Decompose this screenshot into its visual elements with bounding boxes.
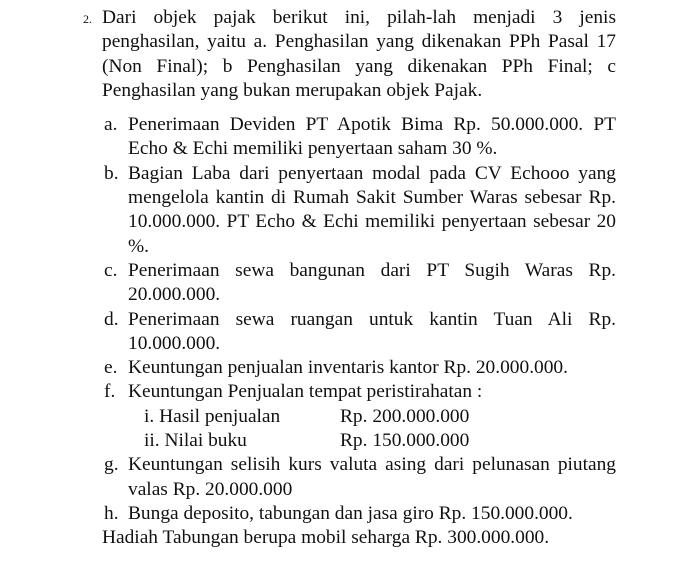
closing-line: Hadiah Tabungan berupa mobil seharga Rp. 300.000.000. [102,527,550,549]
question-number: 2. [83,12,92,26]
item-text: Penerimaan sewa bangunan dari PT Sugih Waras Rp. 20.000.000. [128,259,616,306]
item-e [102,356,616,380]
item-text: Keuntungan selisih kurs valuta asing dari pelunasan piutang valas Rp. 20.000.000 [128,454,616,500]
sub-item-nilai-buku [128,429,616,453]
item-marker: b. [104,162,119,184]
item-marker: c. [104,259,118,281]
item-h [102,502,616,526]
question-2 [83,6,616,551]
item-f [102,380,616,453]
item-text: Bagian Laba dari penyertaan modal pada CV Echooo yang mengelola kantin di Rumah Sakit Sumber Waras sebesar Rp. 10.000.000. PT Echo & Echi memiliki penyertaan sebesar 20 %. [128,162,616,257]
sub-item-value: Rp. 150.000.000 [340,430,470,452]
item-marker: f. [104,381,116,403]
item-text: Penerimaan Deviden PT Apotik Bima Rp. 50.000.000. PT Echo & Echi memiliki penyertaan saham 30 %. [128,114,616,160]
item-g [102,453,616,502]
item-text: Penerimaan sewa ruangan untuk kantin Tuan Ali Rp. 10.000.000. [128,308,616,354]
item-b [102,162,616,259]
sub-item-hasil-penjualan [128,405,616,429]
item-c [102,259,616,308]
sub-item-label: i. Hasil penjualan [144,405,281,427]
item-text: Keuntungan Penjualan tempat peristirahatan : [128,381,483,403]
sub-item-label: ii. Nilai buku [144,430,247,452]
item-list [102,113,616,526]
item-d [102,308,616,357]
item-text: Bunga deposito, tabungan dan jasa giro Rp. 150.000.000. [128,502,573,524]
item-marker: g. [104,454,119,476]
item-marker: d. [104,308,119,330]
item-a [102,113,616,162]
item-marker: e. [104,357,118,379]
item-text: Keuntungan penjualan inventaris kantor Rp. 20.000.000. [128,357,568,379]
item-marker: h. [104,502,119,524]
sub-item-value: Rp. 200.000.000 [340,405,470,427]
item-marker: a. [104,114,118,136]
question-intro: Dari objek pajak berikut ini, pilah-lah menjadi 3 jenis penghasilan, yaitu a. Penghasilan yang dikenakan PPh Pasal 17 (Non Final); b Penghasilan yang dikenakan PPh Final; c Penghasilan yang bukan merupakan objek Pajak. [102,7,616,101]
